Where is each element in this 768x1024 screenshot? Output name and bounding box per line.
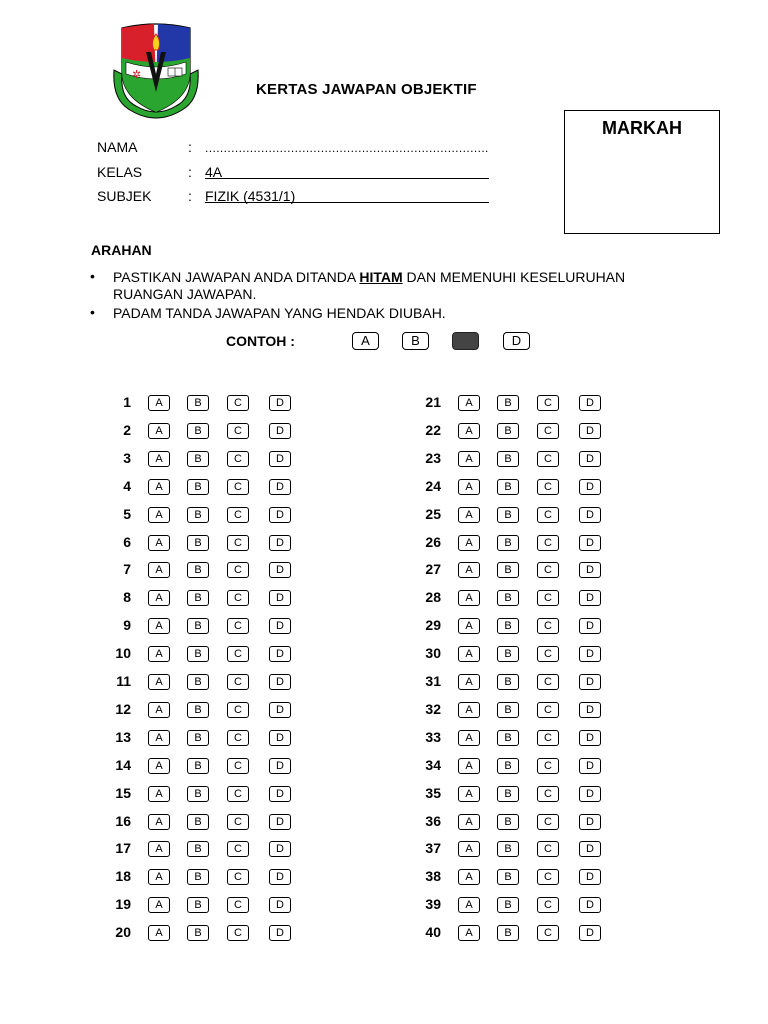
question-number: 20 — [115, 924, 131, 940]
answer-option-d[interactable]: D — [579, 674, 601, 690]
answer-option-c[interactable]: C — [537, 451, 559, 467]
answer-option-b[interactable]: B — [187, 869, 209, 885]
answer-option-c[interactable]: C — [227, 535, 249, 551]
question-number: 13 — [115, 729, 131, 745]
answer-option-b[interactable]: B — [187, 479, 209, 495]
answer-option-c[interactable]: C — [537, 535, 559, 551]
answer-option-a[interactable]: A — [148, 618, 170, 634]
answer-option-d[interactable]: D — [579, 423, 601, 439]
answer-option-c[interactable]: C — [227, 730, 249, 746]
answer-option-c[interactable]: C — [537, 562, 559, 578]
answer-option-d[interactable]: D — [269, 451, 291, 467]
instruction-1-pre: PASTIKAN JAWAPAN ANDA DITANDA — [113, 269, 360, 285]
bullet-icon: • — [90, 304, 95, 320]
field-colon: : — [188, 139, 192, 155]
answer-option-d[interactable]: D — [269, 814, 291, 830]
subject-underline — [205, 202, 489, 203]
answer-option-a[interactable]: A — [148, 535, 170, 551]
example-label: CONTOH : — [226, 333, 295, 349]
answer-option-c[interactable]: C — [537, 395, 559, 411]
answer-option-b[interactable]: B — [187, 423, 209, 439]
answer-option-a[interactable]: A — [458, 535, 480, 551]
answer-option-a[interactable]: A — [458, 814, 480, 830]
answer-option-b[interactable]: B — [187, 758, 209, 774]
answer-option-c[interactable]: C — [537, 646, 559, 662]
answer-option-a[interactable]: A — [148, 702, 170, 718]
subject-field[interactable]: FIZIK (4531/1) — [205, 188, 296, 204]
answer-option-a[interactable]: A — [458, 423, 480, 439]
question-number: 22 — [425, 422, 441, 438]
answer-option-d[interactable]: D — [269, 562, 291, 578]
answer-option-d[interactable]: D — [579, 814, 601, 830]
instructions-heading: ARAHAN — [91, 242, 152, 258]
answer-option-a[interactable]: A — [458, 395, 480, 411]
answer-option-d[interactable]: D — [269, 395, 291, 411]
instruction-1 — [113, 269, 673, 303]
instruction-1-emphasis: HITAM — [359, 269, 403, 285]
answer-option-b[interactable]: B — [497, 423, 519, 439]
answer-option-d[interactable]: D — [579, 646, 601, 662]
answer-option-a[interactable]: A — [458, 925, 480, 941]
answer-option-d[interactable]: D — [579, 702, 601, 718]
answer-option-a[interactable]: A — [148, 730, 170, 746]
answer-option-d[interactable]: D — [269, 702, 291, 718]
answer-option-a[interactable]: A — [458, 507, 480, 523]
question-number: 39 — [425, 896, 441, 912]
answer-option-b[interactable]: B — [497, 674, 519, 690]
answer-option-c[interactable]: C — [227, 814, 249, 830]
answer-option-b[interactable]: B — [497, 702, 519, 718]
question-number: 29 — [425, 617, 441, 633]
answer-option-d[interactable]: D — [579, 786, 601, 802]
answer-option-a[interactable]: A — [148, 562, 170, 578]
answer-option-c[interactable]: C — [227, 507, 249, 523]
answer-option-b[interactable]: B — [187, 562, 209, 578]
answer-option-a[interactable]: A — [148, 423, 170, 439]
question-number: 9 — [123, 617, 131, 633]
question-number: 4 — [123, 478, 131, 494]
answer-option-a[interactable]: A — [148, 814, 170, 830]
answer-option-d[interactable]: D — [269, 869, 291, 885]
answer-option-d[interactable]: D — [579, 562, 601, 578]
answer-option-a[interactable]: A — [148, 674, 170, 690]
answer-option-c[interactable]: C — [227, 869, 249, 885]
question-number: 31 — [425, 673, 441, 689]
class-field[interactable]: 4A — [205, 164, 223, 180]
answer-option-b[interactable]: B — [497, 590, 519, 606]
answer-option-a[interactable]: A — [148, 507, 170, 523]
answer-option-c[interactable]: C — [227, 618, 249, 634]
answer-option-a[interactable]: A — [148, 869, 170, 885]
field-label-kelas: KELAS — [97, 164, 143, 180]
field-label-subjek: SUBJEK — [97, 188, 152, 204]
answer-option-c[interactable]: C — [227, 925, 249, 941]
question-number: 3 — [123, 450, 131, 466]
answer-option-a[interactable]: A — [458, 674, 480, 690]
answer-option-b[interactable]: B — [187, 451, 209, 467]
answer-option-b[interactable]: B — [187, 925, 209, 941]
question-number: 10 — [115, 645, 131, 661]
question-number: 21 — [425, 394, 441, 410]
question-number: 27 — [425, 561, 441, 577]
answer-option-b[interactable]: B — [497, 507, 519, 523]
answer-option-a[interactable]: A — [458, 479, 480, 495]
answer-option-c[interactable]: C — [227, 646, 249, 662]
answer-option-c[interactable]: C — [537, 674, 559, 690]
answer-option-c[interactable]: C — [227, 786, 249, 802]
answer-option-b[interactable]: B — [187, 590, 209, 606]
answer-option-b[interactable]: B — [497, 395, 519, 411]
answer-option-a[interactable]: A — [458, 730, 480, 746]
answer-option-d[interactable]: D — [269, 535, 291, 551]
answer-option-c[interactable]: C — [537, 479, 559, 495]
answer-option-b[interactable]: B — [187, 786, 209, 802]
question-number: 32 — [425, 701, 441, 717]
name-field[interactable]: ............................................................................ — [205, 141, 489, 155]
answer-option-c[interactable]: C — [227, 395, 249, 411]
answer-option-c[interactable]: C — [537, 590, 559, 606]
question-number: 28 — [425, 589, 441, 605]
answer-option-c[interactable]: C — [537, 423, 559, 439]
example-option-a: A — [352, 332, 379, 350]
answer-option-d[interactable]: D — [269, 786, 291, 802]
answer-option-a[interactable]: A — [148, 758, 170, 774]
answer-option-c[interactable]: C — [227, 590, 249, 606]
answer-option-d[interactable]: D — [579, 618, 601, 634]
question-number: 17 — [115, 840, 131, 856]
answer-option-a[interactable]: A — [458, 451, 480, 467]
example-option-d: D — [503, 332, 530, 350]
question-number: 2 — [123, 422, 131, 438]
answer-option-a[interactable]: A — [148, 841, 170, 857]
answer-option-b[interactable]: B — [497, 869, 519, 885]
answer-option-c[interactable]: C — [537, 925, 559, 941]
answer-option-d[interactable]: D — [269, 925, 291, 941]
answer-option-d[interactable]: D — [269, 646, 291, 662]
answer-option-b[interactable]: B — [187, 507, 209, 523]
question-number: 25 — [425, 506, 441, 522]
answer-option-b[interactable]: B — [187, 535, 209, 551]
question-number: 33 — [425, 729, 441, 745]
bullet-icon: • — [90, 268, 95, 284]
answer-option-d[interactable]: D — [579, 897, 601, 913]
answer-option-c[interactable]: C — [227, 423, 249, 439]
answer-option-c[interactable]: C — [227, 758, 249, 774]
answer-option-c[interactable]: C — [537, 869, 559, 885]
answer-option-c[interactable]: C — [537, 702, 559, 718]
question-number: 16 — [115, 813, 131, 829]
answer-option-c[interactable]: C — [227, 451, 249, 467]
question-number: 24 — [425, 478, 441, 494]
answer-option-d[interactable]: D — [579, 535, 601, 551]
question-number: 12 — [115, 701, 131, 717]
answer-option-a[interactable]: A — [458, 590, 480, 606]
question-number: 26 — [425, 534, 441, 550]
answer-option-c[interactable]: C — [537, 758, 559, 774]
answer-option-b[interactable]: B — [187, 618, 209, 634]
answer-option-d[interactable]: D — [269, 423, 291, 439]
answer-option-d[interactable]: D — [269, 730, 291, 746]
answer-option-a[interactable]: A — [458, 786, 480, 802]
answer-option-c[interactable]: C — [227, 674, 249, 690]
answer-option-c[interactable]: C — [537, 786, 559, 802]
answer-option-d[interactable]: D — [579, 590, 601, 606]
answer-option-a[interactable]: A — [148, 590, 170, 606]
answer-option-b[interactable]: B — [497, 925, 519, 941]
question-number: 7 — [123, 561, 131, 577]
answer-option-a[interactable]: A — [458, 869, 480, 885]
answer-option-a[interactable]: A — [148, 395, 170, 411]
answer-option-d[interactable]: D — [269, 841, 291, 857]
question-number: 23 — [425, 450, 441, 466]
question-number: 8 — [123, 589, 131, 605]
question-number: 38 — [425, 868, 441, 884]
answer-option-b[interactable]: B — [497, 562, 519, 578]
question-number: 37 — [425, 840, 441, 856]
instruction-1-continued: RUANGAN JAWAPAN. — [113, 286, 257, 302]
answer-option-b[interactable]: B — [497, 730, 519, 746]
answer-option-a[interactable]: A — [148, 925, 170, 941]
answer-option-b[interactable]: B — [187, 897, 209, 913]
answer-option-c[interactable]: C — [227, 562, 249, 578]
answer-option-b[interactable]: B — [497, 451, 519, 467]
answer-option-a[interactable]: A — [458, 897, 480, 913]
answer-option-d[interactable]: D — [579, 451, 601, 467]
answer-option-a[interactable]: A — [458, 841, 480, 857]
answer-option-d[interactable]: D — [269, 507, 291, 523]
field-colon: : — [188, 188, 192, 204]
answer-option-b[interactable]: B — [187, 646, 209, 662]
page-title: KERTAS JAWAPAN OBJEKTIF — [256, 81, 477, 98]
answer-option-d[interactable]: D — [269, 479, 291, 495]
answer-option-c[interactable]: C — [227, 702, 249, 718]
answer-option-d[interactable]: D — [269, 618, 291, 634]
answer-option-a[interactable]: A — [458, 618, 480, 634]
answer-option-b[interactable]: B — [187, 730, 209, 746]
answer-option-b[interactable]: B — [187, 702, 209, 718]
answer-option-b[interactable]: B — [187, 814, 209, 830]
answer-option-b[interactable]: B — [497, 535, 519, 551]
answer-option-d[interactable]: D — [579, 758, 601, 774]
answer-option-a[interactable]: A — [148, 786, 170, 802]
answer-option-c[interactable]: C — [227, 479, 249, 495]
answer-option-a[interactable]: A — [148, 646, 170, 662]
instruction-1-post: DAN MEMENUHI KESELURUHAN — [402, 269, 626, 285]
answer-option-a[interactable]: A — [148, 451, 170, 467]
question-number: 30 — [425, 645, 441, 661]
answer-option-c[interactable]: C — [537, 841, 559, 857]
answer-option-b[interactable]: B — [187, 841, 209, 857]
score-box-label: MARKAH — [602, 118, 682, 138]
answer-option-a[interactable]: A — [458, 702, 480, 718]
answer-option-b[interactable]: B — [497, 758, 519, 774]
answer-option-b[interactable]: B — [497, 618, 519, 634]
field-label-nama: NAMA — [97, 139, 138, 155]
answer-option-d[interactable]: D — [269, 590, 291, 606]
answer-option-a[interactable]: A — [148, 897, 170, 913]
answer-option-d[interactable]: D — [579, 869, 601, 885]
question-number: 14 — [115, 757, 131, 773]
question-number: 40 — [425, 924, 441, 940]
answer-option-c[interactable]: C — [537, 618, 559, 634]
question-number: 34 — [425, 757, 441, 773]
answer-option-c[interactable]: C — [227, 841, 249, 857]
answer-option-d[interactable]: D — [579, 479, 601, 495]
answer-option-d[interactable]: D — [269, 758, 291, 774]
answer-option-c[interactable]: C — [537, 730, 559, 746]
question-number: 36 — [425, 813, 441, 829]
instruction-2: PADAM TANDA JAWAPAN YANG HENDAK DIUBAH. — [113, 305, 446, 321]
question-number: 15 — [115, 785, 131, 801]
question-number: 1 — [123, 394, 131, 410]
answer-option-b[interactable]: B — [497, 897, 519, 913]
score-box — [564, 110, 720, 234]
answer-option-d[interactable]: D — [579, 841, 601, 857]
answer-option-b[interactable]: B — [497, 786, 519, 802]
answer-option-c[interactable]: C — [537, 507, 559, 523]
answer-option-d[interactable]: D — [269, 897, 291, 913]
question-number: 5 — [123, 506, 131, 522]
question-number: 18 — [115, 868, 131, 884]
school-logo — [110, 22, 202, 126]
answer-option-a[interactable]: A — [458, 646, 480, 662]
question-number: 35 — [425, 785, 441, 801]
answer-option-a[interactable]: A — [458, 562, 480, 578]
answer-option-b[interactable]: B — [497, 479, 519, 495]
answer-option-c[interactable]: C — [537, 897, 559, 913]
answer-option-c[interactable]: C — [227, 897, 249, 913]
answer-option-d[interactable]: D — [269, 674, 291, 690]
answer-option-a[interactable]: A — [458, 758, 480, 774]
question-number: 19 — [115, 896, 131, 912]
answer-option-a[interactable]: A — [148, 479, 170, 495]
answer-option-b[interactable]: B — [497, 841, 519, 857]
question-number: 11 — [116, 673, 131, 689]
field-colon: : — [188, 164, 192, 180]
answer-option-b[interactable]: B — [497, 646, 519, 662]
answer-option-b[interactable]: B — [187, 674, 209, 690]
answer-option-d[interactable]: D — [579, 507, 601, 523]
answer-option-d[interactable]: D — [579, 925, 601, 941]
answer-option-b[interactable]: B — [497, 814, 519, 830]
question-number: 6 — [123, 534, 131, 550]
answer-option-c[interactable]: C — [537, 814, 559, 830]
svg-text:✲: ✲ — [132, 68, 142, 81]
answer-option-b[interactable]: B — [187, 395, 209, 411]
example-option-b: B — [402, 332, 429, 350]
example-option-c-filled — [452, 332, 479, 350]
answer-option-d[interactable]: D — [579, 395, 601, 411]
class-underline — [205, 178, 489, 179]
answer-option-d[interactable]: D — [579, 730, 601, 746]
